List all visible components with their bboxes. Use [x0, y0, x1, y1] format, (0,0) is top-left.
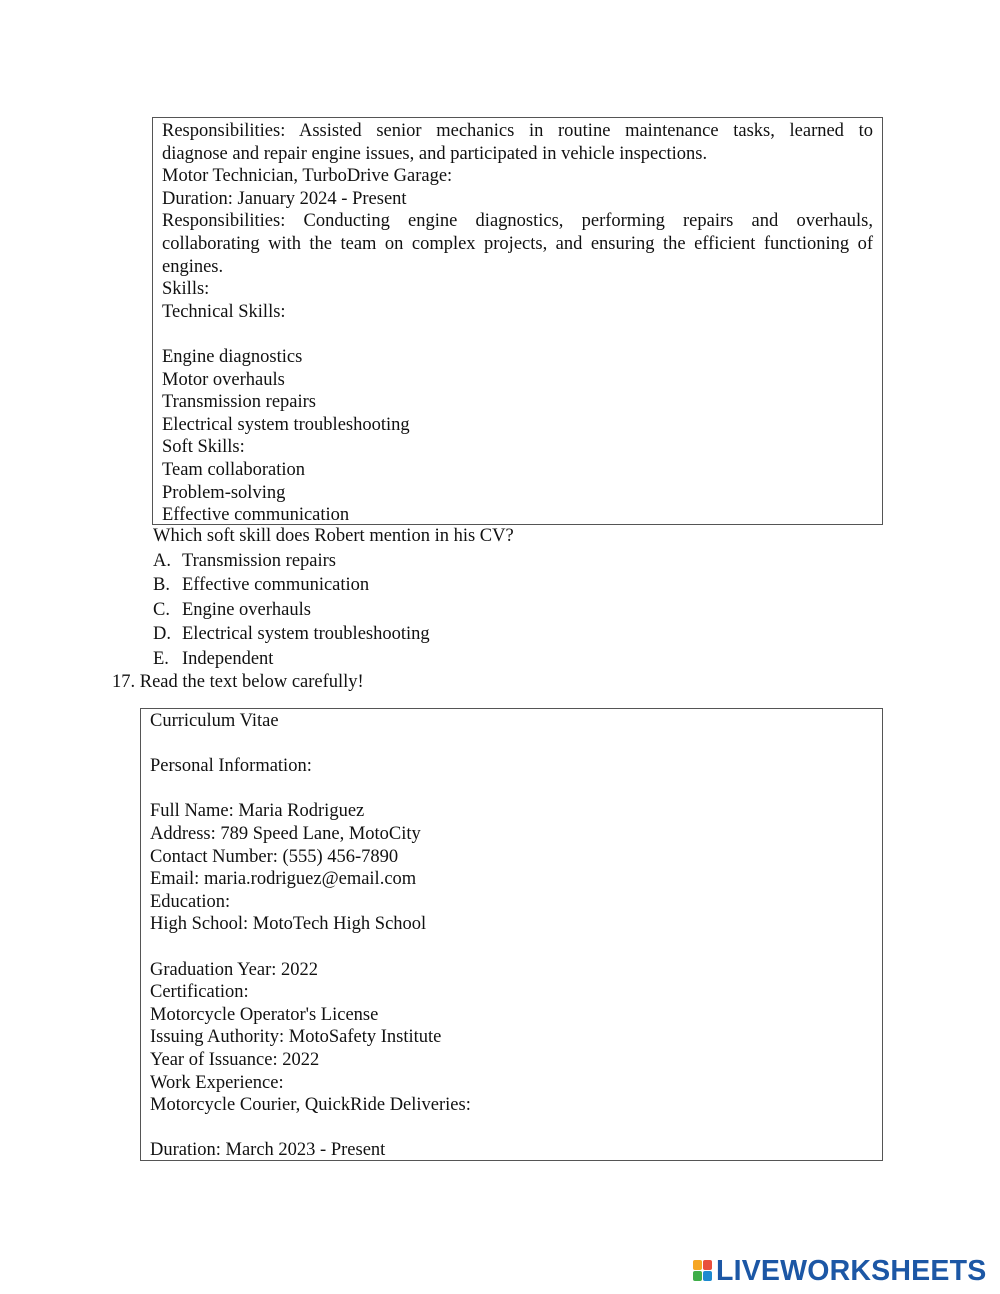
answer-options	[153, 549, 430, 671]
cv-line: Address: 789 Speed Lane, MotoCity	[150, 823, 421, 844]
cv-line: Education:	[150, 891, 231, 912]
option-letter: A.	[153, 551, 171, 571]
blank-line	[150, 936, 873, 959]
cv-line: Motor Technician, TurboDrive Garage:	[162, 166, 453, 187]
blank-line	[150, 1117, 873, 1140]
answer-option[interactable]	[153, 622, 430, 646]
blank-line	[150, 733, 873, 756]
answer-option[interactable]	[153, 549, 430, 573]
cv-line: Motorcycle Courier, QuickRide Deliveries:	[150, 1095, 471, 1116]
cv-line: Personal Information:	[150, 756, 312, 777]
cv-line: Skills:	[162, 279, 210, 300]
option-letter: B.	[153, 575, 170, 596]
liveworksheets-logo	[693, 1256, 986, 1286]
cv-line: Problem-solving	[162, 482, 286, 503]
question-17-instruction: 17. Read the text below carefully!	[112, 672, 364, 692]
option-text: Transmission repairs	[182, 551, 336, 571]
cv-line: Motorcycle Operator's License	[150, 1004, 379, 1025]
cv-line: Contact Number: (555) 456-7890	[150, 846, 399, 867]
option-text: Effective communication	[182, 575, 370, 596]
logo-mark-icon	[693, 1260, 713, 1282]
logo-tile-3	[693, 1271, 702, 1281]
cv-line: Email: maria.rodriguez@email.com	[150, 869, 417, 890]
cv-line: Team collaboration	[162, 459, 306, 480]
cv-excerpt-box-robert	[152, 117, 883, 525]
option-text: Engine overhauls	[182, 599, 311, 620]
option-letter: D.	[153, 624, 171, 645]
logo-text: LIVEWORKSHEETS	[716, 1255, 987, 1287]
cv-line: Curriculum Vitae	[150, 711, 279, 731]
cv-line: Certification:	[150, 982, 249, 1003]
cv-line: Soft Skills:	[162, 437, 245, 458]
cv-line: collaborating with the team on complex projects, and ensuring the efficient functioning of	[162, 233, 873, 254]
cv-line: engines.	[162, 256, 224, 277]
cv-line: Responsibilities: Conducting engine diagnostics, performing repairs and overhauls,	[162, 211, 873, 232]
cv-box-maria	[140, 708, 883, 1161]
cv-line: Electrical system troubleshooting	[162, 414, 410, 435]
answer-option[interactable]	[153, 573, 430, 597]
cv-line: Year of Issuance: 2022	[150, 1049, 320, 1070]
logo-tile-1	[693, 1260, 702, 1270]
blank-line	[150, 778, 873, 801]
logo-tile-2	[703, 1260, 712, 1270]
cv-line: High School: MotoTech High School	[150, 914, 427, 935]
cv-line: Engine diagnostics	[162, 346, 303, 367]
cv-line: Technical Skills:	[162, 301, 286, 322]
blank-line	[162, 323, 873, 346]
cv-line: Responsibilities: Assisted senior mechanics in routine maintenance tasks, learned to	[162, 121, 873, 141]
option-text: Independent	[182, 648, 274, 669]
option-text: Electrical system troubleshooting	[182, 624, 430, 645]
answer-option[interactable]	[153, 647, 430, 671]
option-letter: C.	[153, 599, 170, 620]
option-letter: E.	[153, 648, 169, 669]
cv-line: Full Name: Maria Rodriguez	[150, 801, 365, 822]
cv-line: diagnose and repair engine issues, and participated in vehicle inspections.	[162, 143, 708, 164]
cv-line: Duration: January 2024 - Present	[162, 188, 407, 209]
cv-line: Motor overhauls	[162, 369, 285, 390]
logo-tile-4	[703, 1271, 712, 1281]
question-prompt: Which soft skill does Robert mention in his CV?	[153, 526, 514, 546]
cv-line: Graduation Year: 2022	[150, 959, 319, 980]
answer-option[interactable]	[153, 598, 430, 622]
cv-line: Work Experience:	[150, 1072, 284, 1093]
cv-line: Issuing Authority: MotoSafety Institute	[150, 1027, 442, 1048]
cv-line: Effective communication	[162, 505, 350, 526]
cv-line: Transmission repairs	[162, 392, 316, 413]
cv-line: Duration: March 2023 - Present	[150, 1140, 386, 1161]
